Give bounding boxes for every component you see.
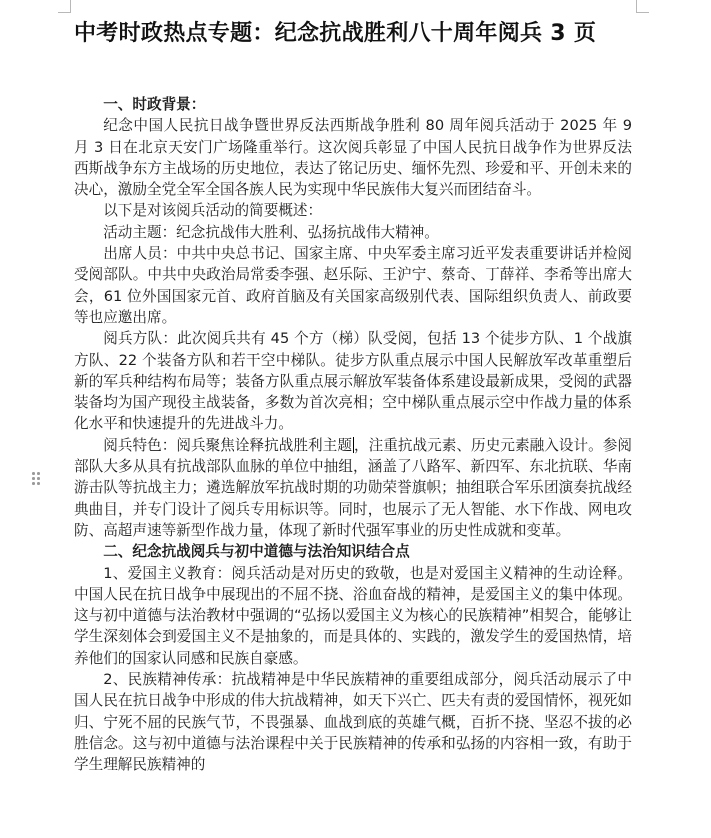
page-corner-mark-left xyxy=(58,0,71,13)
section-1-attendees[interactable]: 出席人员：中共中央总书记、国家主席、中央军委主席习近平发表重要讲话并检阅受阅部队。中共中央政治局常委李强、赵乐际、王沪宁、蔡奇、丁薛祥、李希等出席大会，61 位外国国家元首、政府首脑及有关国家高级别代表、国际组织负责人、前政要等也应邀出席。 xyxy=(74,245,632,326)
page-corner-mark-right xyxy=(636,0,649,13)
features-text-after-cursor: ，注重抗战元素、历史元素融入设计。参阅部队大多从具有抗战部队血脉的单位中抽组，涵盖了八路军、新四军、东北抗联、华南游击队等抗战主力；遴选解放军抗战时期的功勋荣誉旗帜；抽组联合军乐团演奏抗战经典曲目，并专门设计了阅兵专用标识等。同时，也展示了无人智能、水下作战、网电攻防、高超声速等新型作战力量，体现了新时代强军事业的历史性成就和变革。 xyxy=(74,436,632,539)
section-1-intro[interactable]: 纪念中国人民抗日战争暨世界反法西斯战争胜利 80 周年阅兵活动于 2025 年 9 月 3 日在北京天安门广场隆重举行。这次阅兵彰显了中国人民抗日战争作为世界反法西斯战争东方主战场的历史地位，表达了铭记历史、缅怀先烈、珍爱和平、开创未来的决心，激励全党全军全国各族人民为实现中华民族伟大复兴而团结奋斗。 xyxy=(74,117,632,199)
document-body[interactable] xyxy=(74,94,632,776)
section-2-heading[interactable]: 二、纪念抗战阅兵与初中道德与法治知识结合点 xyxy=(103,543,410,561)
section-2-item-1[interactable]: 1、爱国主义教育：阅兵活动是对历史的致敬，也是对爱国主义精神的生动诠释。中国人民在抗日战争中展现出的不屈不挠、浴血奋战的精神，是爱国主义的集中体现。这与初中道德与法治教材中强调的“弘扬以爱国主义为核心的民族精神”相契合，能够让学生深刻体会到爱国主义不是抽象的，而是具体的、实践的，激发学生的爱国热情，培养他们的国家认同感和民族自豪感。 xyxy=(74,564,632,667)
features-text-before-cursor: 阅兵特色：阅兵聚焦诠释抗战胜利主题 xyxy=(103,436,352,454)
section-1-theme[interactable]: 活动主题：纪念抗战伟大胜利、弘扬抗战伟大精神。 xyxy=(103,223,439,241)
section-1-heading[interactable]: 一、时政背景： xyxy=(103,96,206,113)
section-2-item-2[interactable]: 2、民族精神传承：抗战精神是中华民族精神的重要组成部分，阅兵活动展示了中国人民在抗日战争中形成的伟大抗战精神，如天下兴亡、匹夫有责的爱国情怀，视死如归、宁死不屈的民族气节，不畏强暴、血战到底的英雄气概，百折不挠、坚忍不拔的必胜信念。这与初中道德与法治课程中关于民族精神的传承和弘扬的内容相一致，有助于学生理解民族精神的 xyxy=(74,671,632,774)
section-1-overview[interactable]: 以下是对该阅兵活动的简要概述： xyxy=(103,202,323,220)
section-1-formations[interactable]: 阅兵方队：此次阅兵共有 45 个方（梯）队受阅，包括 13 个徒步方队、1 个战旗方队、22 个装备方队和若干空中梯队。徒步方队重点展示中国人民解放军改革重塑后新的军兵种结构布局等；装备方队重点展示解放军装备体系建设最新成果，受阅的武器装备均为国产现役主战装备，多数为首次亮相；空中梯队重点展示空中作战力量的体系化水平和快速提升的先进战斗力。 xyxy=(74,330,632,433)
section-1-features[interactable] xyxy=(74,435,632,541)
drag-handle-icon[interactable] xyxy=(32,472,42,486)
document-title[interactable]: 中考时政热点专题：纪念抗战胜利八十周年阅兵 3 页 xyxy=(74,21,597,46)
